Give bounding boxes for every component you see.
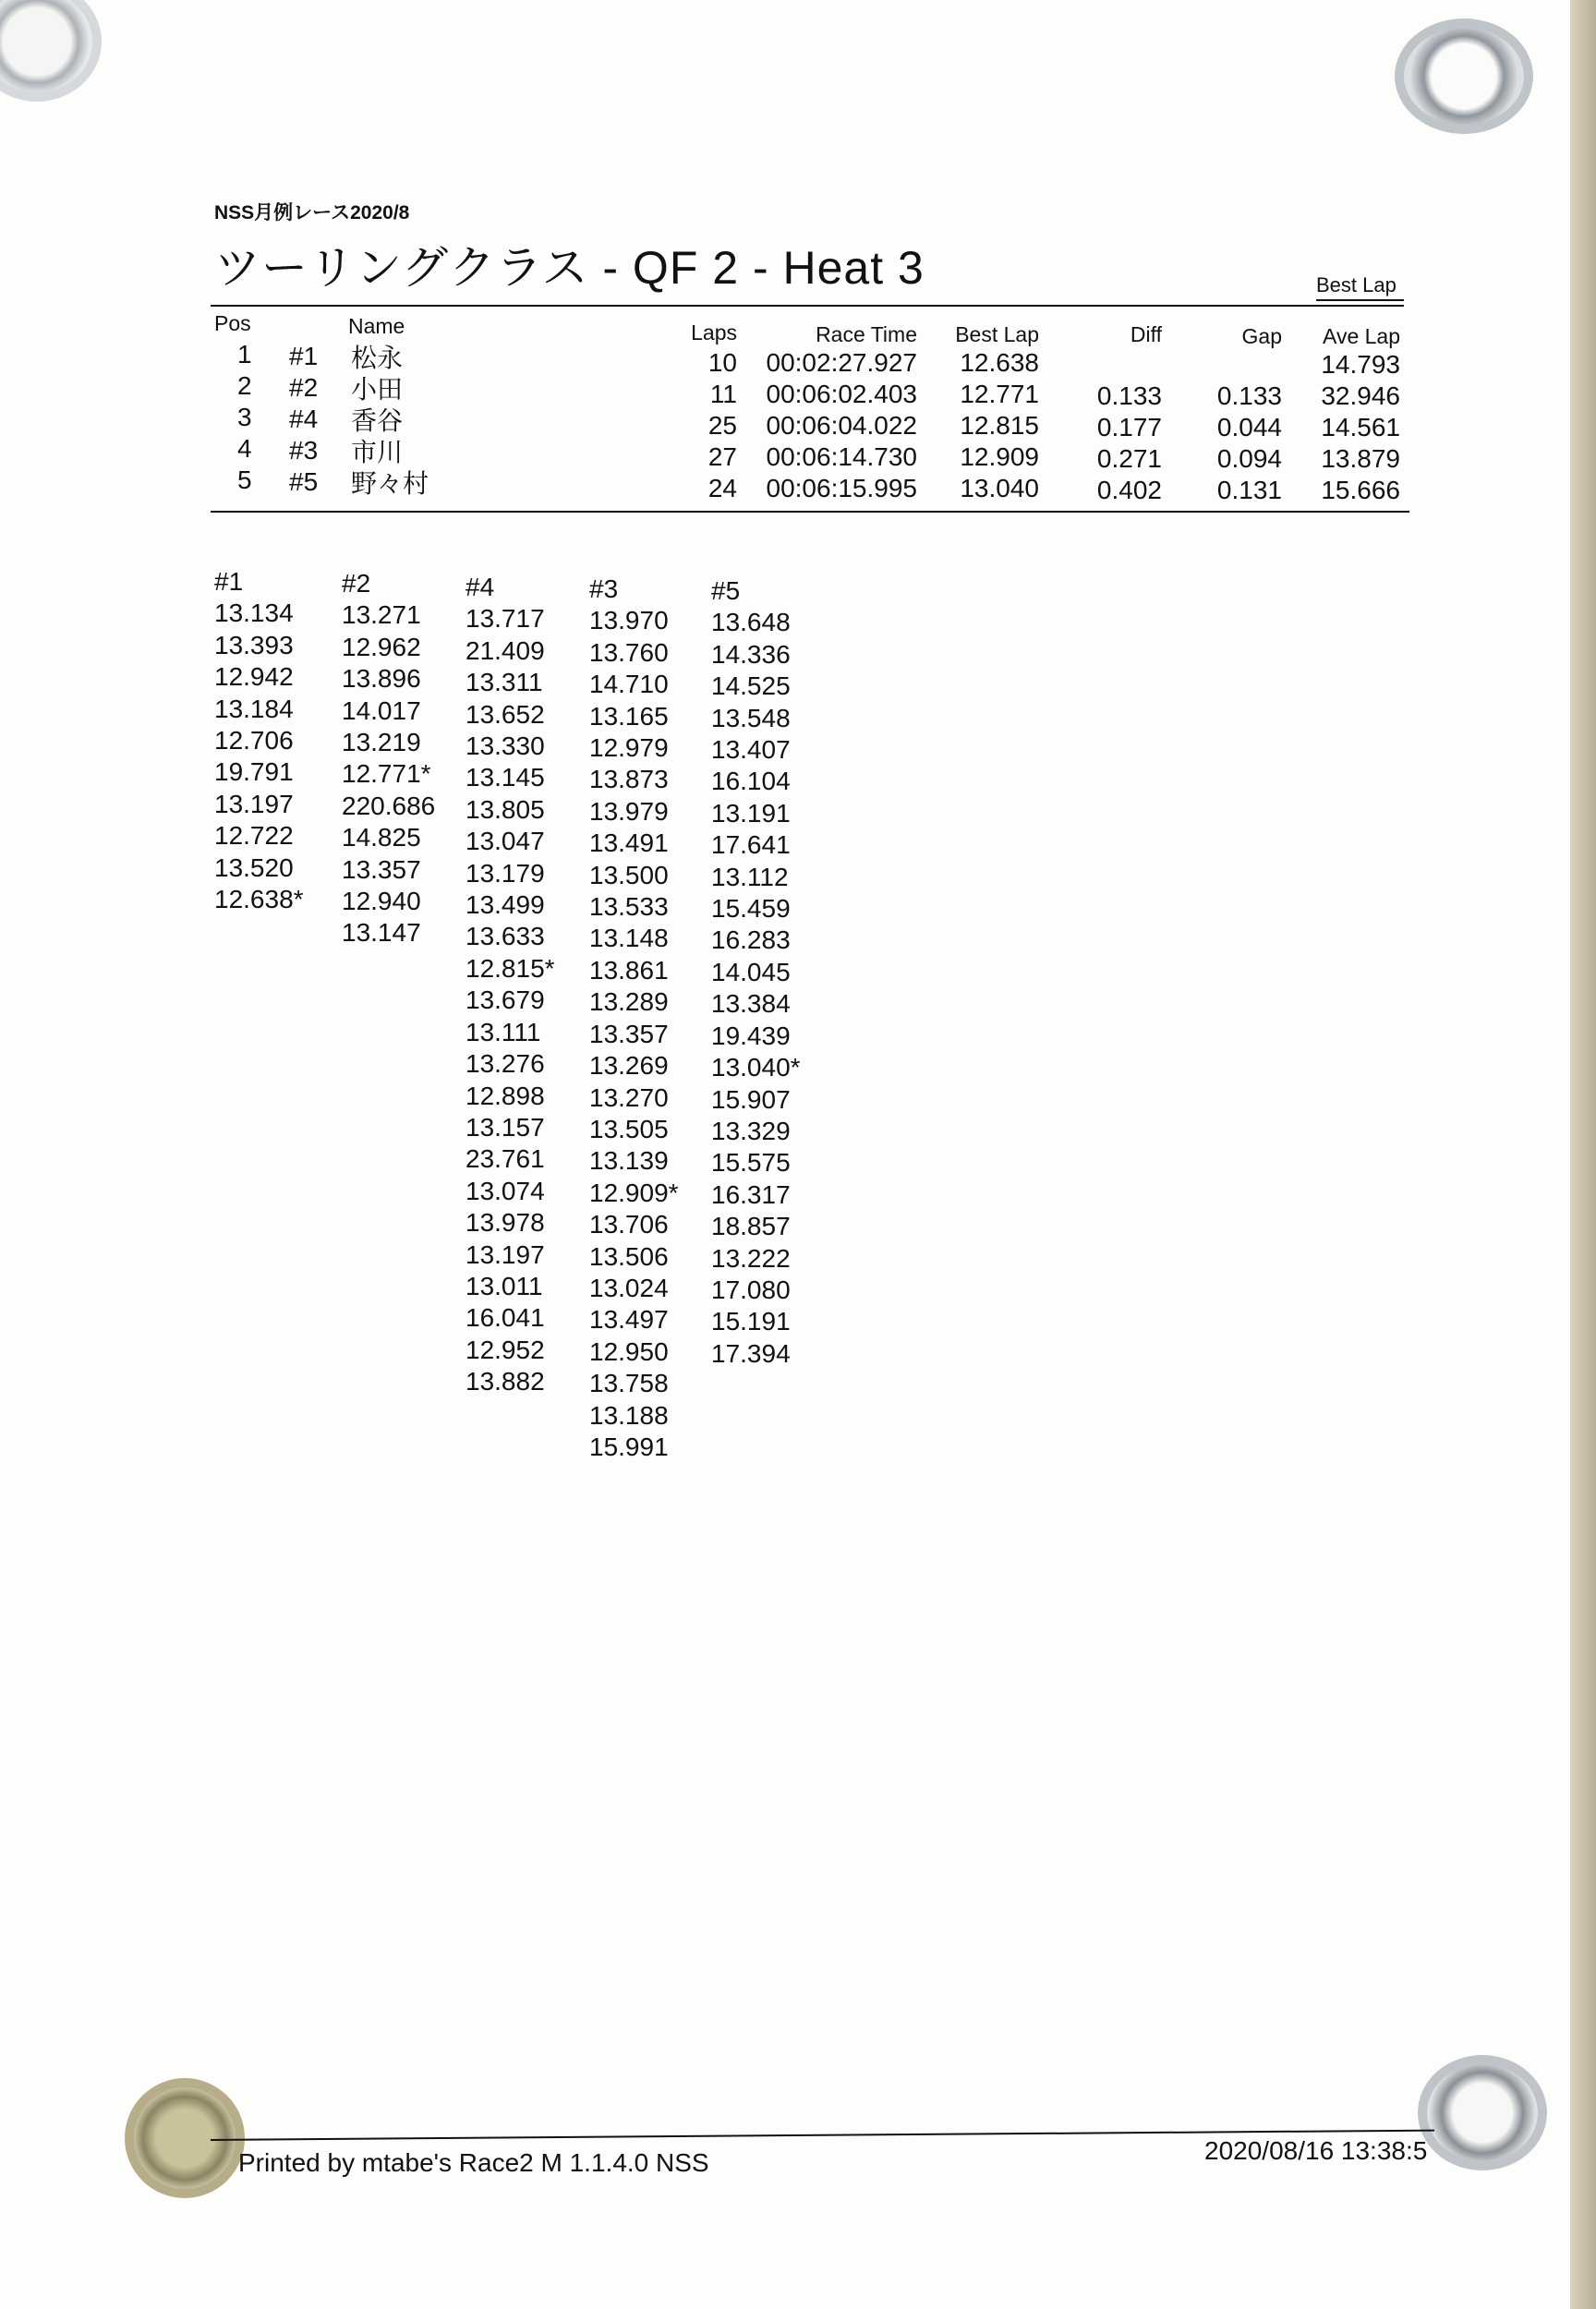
lap-time: 13.648 [711,608,791,637]
binder-ring-bottom-right [1418,2055,1547,2170]
lap-time: 14.045 [711,957,791,986]
print-timestamp: 2020/08/16 13:38:5 [1204,2136,1428,2165]
lap-time: 13.219 [342,728,421,757]
lap-time: 15.575 [711,1148,791,1178]
lap-time: 15.991 [589,1432,669,1461]
lap-column-car-number: #4 [466,573,495,601]
lap-time: 13.520 [214,852,294,882]
lap-times-column [711,575,801,1370]
lap-time: 13.145 [466,763,545,792]
header-best-lap: Best Lap [955,322,1039,346]
lap-time: 13.269 [589,1051,669,1081]
lap-time: 13.147 [342,918,421,948]
lap-column-car-number: #5 [711,576,741,605]
result-laps: 10 [707,348,737,377]
lap-time: 14.710 [589,670,669,699]
lap-time: 13.165 [589,701,669,731]
result-best-lap: 13.040 [960,474,1039,502]
result-best-lap: 12.909 [960,442,1039,471]
result-pos: 5 [237,465,252,494]
lap-time: 23.761 [466,1144,545,1174]
lap-time: 12.950 [589,1336,669,1366]
lap-column-car-number: #2 [342,569,371,598]
lap-time: 14.017 [342,695,421,725]
lap-time: 17.641 [711,830,791,860]
lap-time: 19.439 [711,1021,791,1050]
lap-time: 13.357 [589,1019,669,1048]
lap-times-column [466,572,555,1398]
lap-times-column [342,568,435,949]
result-pos: 2 [237,371,252,400]
lap-time: 13.652 [466,699,545,729]
lap-time: 13.197 [214,789,294,818]
lap-time: 13.357 [342,854,421,884]
result-pos: 4 [237,434,252,463]
lap-time: 21.409 [466,635,545,665]
result-best-lap: 12.638 [960,348,1039,377]
lap-time: 13.497 [589,1305,669,1335]
printed-by: Printed by mtabe's Race2 M 1.1.4.0 NSS [238,2148,709,2177]
result-race-time: 00:06:02.403 [766,380,917,408]
best-lap-label: Best Lap [1316,273,1396,296]
lap-time: 13.289 [589,987,669,1017]
results-bottom-rule [211,511,1409,513]
title-rule [211,305,1404,307]
result-driver-name: 香谷 [351,406,404,435]
lap-time: 13.311 [466,668,543,697]
result-car-number: #3 [289,436,319,465]
lap-time: 19.791 [214,757,294,787]
lap-time: 18.857 [711,1212,791,1241]
lap-time: 13.882 [466,1367,545,1396]
lap-time: 16.104 [711,767,791,796]
lap-time: 13.506 [589,1241,669,1271]
best-lap-underline [1316,299,1404,301]
result-best-lap: 12.815 [960,411,1039,440]
lap-time: 13.047 [466,827,545,856]
lap-time: 13.179 [466,858,545,888]
lap-time: 12.722 [214,821,294,851]
result-diff: 0.177 [1096,413,1162,441]
lap-time: 13.040* [711,1053,801,1082]
result-race-time: 00:06:15.995 [766,474,917,502]
result-ave-lap: 32.946 [1321,381,1400,410]
result-race-time: 00:02:27.927 [766,348,917,377]
lap-time: 13.111 [466,1017,541,1046]
lap-time: 13.384 [711,989,791,1019]
header-race-time: Race Time [816,322,917,346]
lap-time: 12.771* [342,759,431,789]
lap-time: 13.491 [589,828,669,858]
lap-time: 17.080 [711,1275,791,1304]
result-race-time: 00:06:14.730 [766,442,917,471]
lap-time: 13.500 [589,860,669,889]
lap-column-car-number: #3 [589,574,619,603]
header-diff: Diff [1130,322,1162,346]
lap-time: 12.909* [589,1178,679,1207]
lap-time: 12.706 [214,726,294,756]
result-best-lap: 12.771 [960,380,1039,408]
lap-time: 16.283 [711,925,791,955]
lap-time: 15.907 [711,1084,791,1114]
lap-time: 13.112 [711,862,789,891]
lap-time: 13.979 [589,796,669,826]
result-ave-lap: 15.666 [1321,476,1400,504]
result-laps: 27 [707,442,737,471]
result-car-number: #2 [289,373,319,402]
result-pos: 3 [237,403,252,431]
lap-time: 13.393 [214,630,294,659]
lap-time: 13.717 [466,604,545,634]
lap-time: 13.533 [589,892,669,922]
result-ave-lap: 13.879 [1321,444,1400,473]
lap-time: 12.638* [214,885,304,914]
result-gap: 0.044 [1216,413,1282,441]
lap-time: 12.979 [589,733,669,763]
lap-time: 13.861 [589,955,669,985]
result-gap: 0.094 [1216,444,1282,473]
lap-time: 13.222 [711,1243,791,1273]
lap-time: 13.548 [711,703,791,732]
lap-time: 13.633 [466,922,545,951]
result-driver-name: 市川 [351,438,404,466]
lap-time: 14.336 [711,639,791,669]
lap-time: 13.011 [466,1271,543,1300]
header-pos: Pos [214,311,251,335]
result-gap: 0.131 [1216,476,1282,504]
lap-time: 13.330 [466,731,545,761]
event-name: NSS月例レース2020/8 [214,202,410,224]
lap-time: 13.139 [589,1146,669,1176]
lap-time: 12.815* [466,953,555,983]
result-car-number: #5 [289,467,319,496]
lap-time: 13.270 [589,1082,669,1112]
lap-time: 13.679 [466,985,545,1015]
lap-time: 13.505 [589,1114,669,1143]
result-laps: 25 [707,411,737,440]
lap-time: 14.825 [342,823,421,852]
lap-time: 12.940 [342,887,421,916]
result-driver-name: 松永 [351,344,404,372]
lap-time: 13.970 [589,606,669,635]
lap-time: 220.686 [342,791,436,820]
lap-times-column [589,574,679,1463]
lap-time: 13.197 [466,1239,545,1269]
lap-time: 13.188 [589,1400,669,1430]
result-ave-lap: 14.561 [1321,413,1400,441]
result-laps: 24 [707,474,737,502]
lap-time: 14.525 [711,671,791,701]
lap-time: 13.706 [589,1210,669,1239]
result-driver-name: 野々村 [351,469,429,498]
lap-time: 13.805 [466,794,545,824]
lap-time: 12.942 [214,662,294,692]
result-diff: 0.402 [1096,476,1162,504]
header-ave-lap: Ave Lap [1323,324,1400,348]
lap-time: 15.191 [711,1307,791,1336]
lap-time: 13.873 [589,765,669,794]
lap-time: 13.148 [589,924,669,953]
header-laps: Laps [691,320,737,345]
lap-time: 16.041 [466,1303,545,1333]
header-name: Name [348,314,405,338]
lap-time: 13.329 [711,1116,791,1145]
lap-time: 12.952 [466,1335,545,1364]
lap-time: 13.276 [466,1049,545,1079]
lap-time: 13.760 [589,637,669,667]
header-gap: Gap [1241,324,1282,348]
lap-time: 13.191 [711,798,791,828]
result-laps: 11 [709,380,737,408]
lap-time: 13.758 [589,1369,669,1398]
lap-times-column [214,566,304,915]
page-edge-shadow [1570,0,1596,2309]
result-ave-lap: 14.793 [1321,350,1400,379]
lap-time: 13.024 [589,1273,669,1302]
result-gap: 0.133 [1216,381,1282,410]
result-car-number: #4 [289,405,319,433]
lap-time: 16.317 [711,1179,791,1209]
lap-time: 17.394 [711,1338,791,1368]
result-car-number: #1 [289,342,319,370]
lap-column-car-number: #1 [214,567,244,596]
result-diff: 0.271 [1096,444,1162,473]
lap-time: 12.962 [342,632,421,661]
lap-time: 13.978 [466,1208,545,1238]
result-driver-name: 小田 [351,375,404,404]
lap-time: 13.134 [214,598,294,628]
binder-ring-top-right [1395,18,1533,134]
lap-time: 13.157 [466,1112,545,1142]
lap-time: 12.898 [466,1081,545,1110]
result-race-time: 00:06:04.022 [766,411,917,440]
lap-time: 13.896 [342,664,421,694]
lap-time: 15.459 [711,894,791,924]
race-title: ツーリングクラス - QF 2 - Heat 3 [214,242,925,294]
result-pos: 1 [237,340,252,369]
lap-time: 13.271 [342,600,421,630]
lap-time: 13.499 [466,890,545,920]
lap-time: 13.074 [466,1176,545,1205]
lap-time: 13.407 [711,735,791,765]
lap-time: 13.184 [214,694,294,723]
result-diff: 0.133 [1096,381,1162,410]
